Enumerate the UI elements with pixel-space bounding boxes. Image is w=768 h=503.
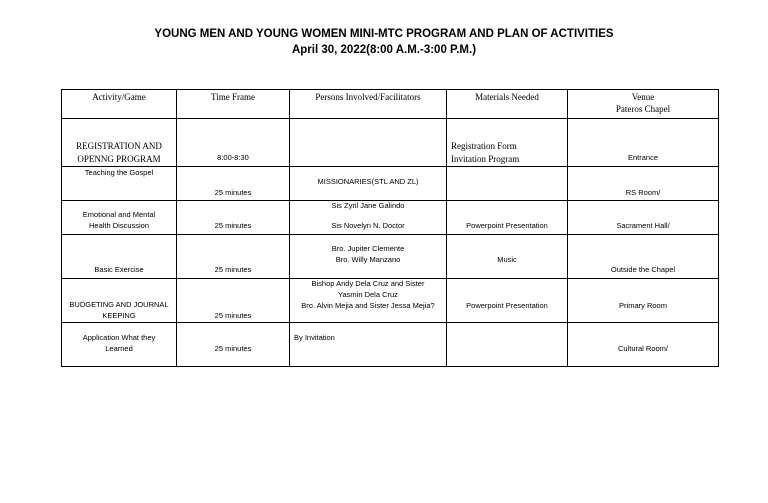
document-heading: YOUNG MEN AND YOUNG WOMEN MINI-MTC PROGRAM AND PLAN OF ACTIVITIES	[154, 28, 614, 40]
cell-time: 25 minutes	[177, 323, 290, 367]
activities-table	[61, 89, 719, 367]
header-activity: Activity/Game	[62, 90, 177, 119]
table-row	[62, 119, 719, 167]
table-header-row	[62, 90, 719, 119]
header-time: Time Frame	[177, 90, 290, 119]
table-row	[62, 279, 719, 323]
header-materials: Materials Needed	[447, 90, 568, 119]
cell-activity: Emotional and Mental Health Discussion	[62, 201, 177, 235]
header-venue-location: Pateros Chapel	[615, 104, 671, 114]
table-row	[62, 201, 719, 235]
cell-materials: Powerpoint Presentation	[447, 201, 568, 235]
cell-activity: Application What they Learned	[62, 323, 177, 367]
document-date: April 30, 2022(8:00 A.M.-3:00 P.M.)	[291, 44, 477, 56]
cell-persons: By Invitation	[290, 323, 447, 367]
table-row	[62, 167, 719, 201]
cell-materials: Powerpoint Presentation	[447, 279, 568, 323]
cell-time: 25 minutes	[177, 167, 290, 201]
cell-persons: Bishop Andy Dela Cruz and Sister Yasmin Dela Cruz Bro. Alvin Mejia and Sister Jessa Mejia?	[290, 279, 447, 323]
cell-time: 8:00-8:30	[177, 119, 290, 167]
cell-venue: RS Room/	[568, 167, 719, 201]
cell-activity: REGISTRATION AND OPENNG PROGRAM	[62, 119, 177, 167]
cell-venue: Sacrament Hall/	[568, 201, 719, 235]
cell-venue: Primary Room	[568, 279, 719, 323]
cell-venue: Entrance	[568, 119, 719, 167]
document-title	[0, 26, 768, 58]
cell-activity: BUDGETING AND JOURNAL KEEPING	[62, 279, 177, 323]
header-venue	[568, 90, 719, 119]
cell-venue: Cultural Room/	[568, 323, 719, 367]
cell-venue: Outside the Chapel	[568, 235, 719, 279]
cell-persons: Sis Zyril Jane Galindo Sis Novelyn N. Doctor	[290, 201, 447, 235]
cell-materials: Music	[447, 235, 568, 279]
cell-persons: Bro. Jupiter Clemente Bro. Willy Manzano	[290, 235, 447, 279]
table-row	[62, 235, 719, 279]
header-venue-label: Venue	[631, 92, 655, 102]
cell-time: 25 minutes	[177, 235, 290, 279]
cell-activity: Teaching the Gospel	[62, 167, 177, 201]
cell-time: 25 minutes	[177, 201, 290, 235]
cell-time: 25 minutes	[177, 279, 290, 323]
cell-materials	[447, 323, 568, 367]
cell-materials: Registration Form Invitation Program	[447, 119, 568, 167]
cell-persons: MISSIONARIES(STL AND ZL)	[290, 167, 447, 201]
header-persons: Persons Involved/Facilitators	[290, 90, 447, 119]
cell-persons	[290, 119, 447, 167]
cell-materials	[447, 167, 568, 201]
table-row	[62, 323, 719, 367]
cell-activity: Basic Exercise	[62, 235, 177, 279]
